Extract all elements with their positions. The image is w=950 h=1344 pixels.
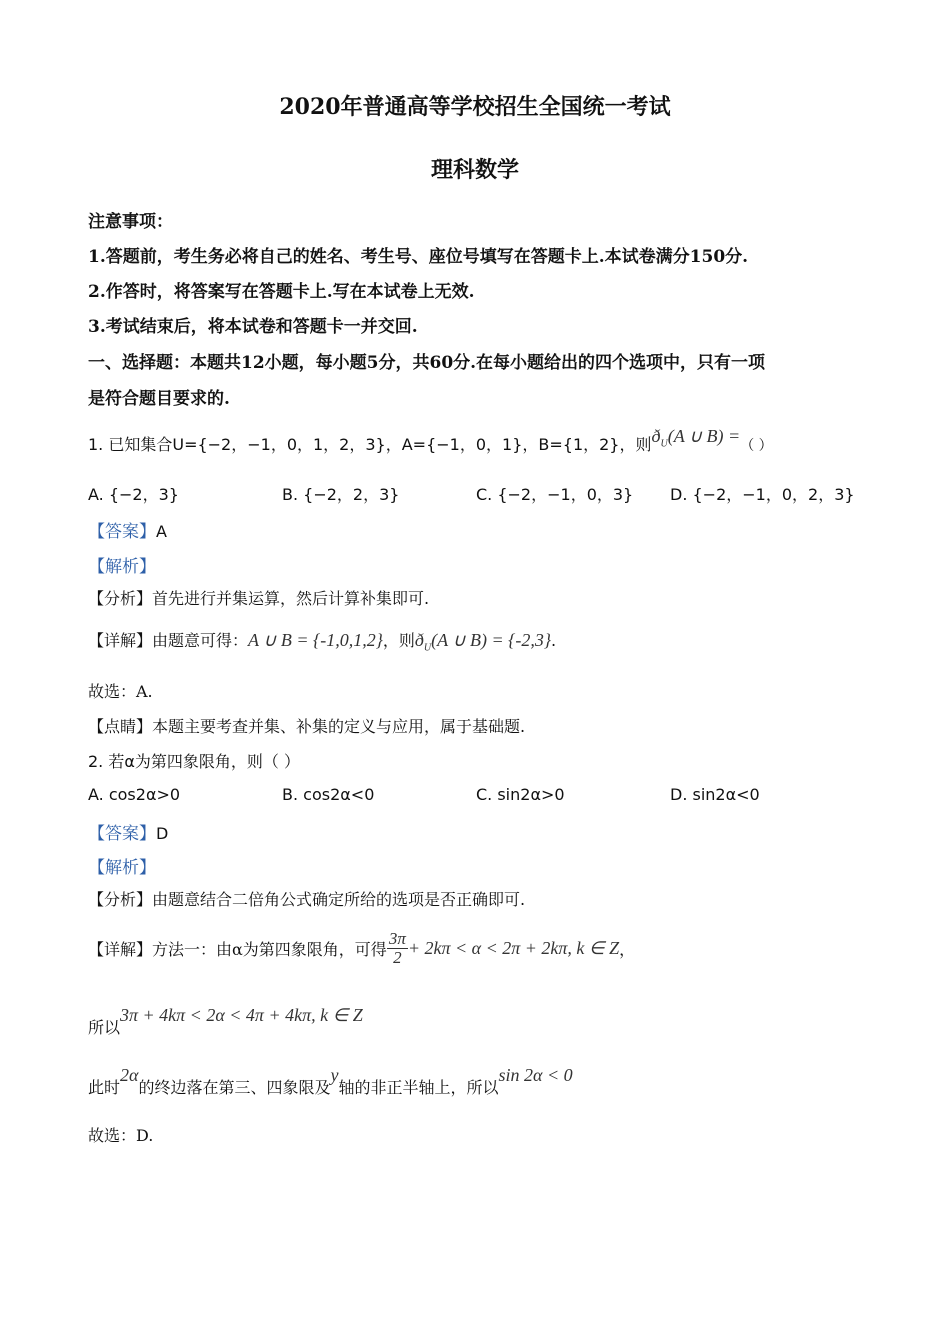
q1-detail-math2 [414,630,552,654]
q2-suoyi [88,1005,363,1037]
fraction-denominator: 2 [393,948,402,967]
q2-cishi [88,1063,573,1097]
complement-subscript: U [660,438,668,450]
answer-tag: 【答案】 [88,522,156,542]
complement-symbol: ð [651,426,661,446]
q1-detail-prefix: 【详解】由题意可得： [88,631,249,650]
q2-detail-prefix: 【详解】方法一：由α为第四象限角，可得 [88,940,387,959]
q2-option-d: D. sin2α<0 [670,785,760,804]
q1-option-c: C. {−2，−1，0，3} [476,485,634,504]
q2-detail [88,930,635,967]
q2-cishi-math: 2α [120,1065,139,1085]
answer-tag: 【答案】 [88,824,156,844]
complement-subscript: U [423,642,432,654]
q2-option-c: C. sin2α>0 [476,785,565,804]
q1-detail [88,628,556,654]
q1-analysis-tag: 【解析】 [88,557,156,577]
q1-stem-expression: (A ∪ B) = [667,426,741,446]
complement-symbol: ð [414,630,424,650]
q1-stem-math [651,426,741,450]
q1-detail-mid: ，则 [382,631,415,650]
q1-option-b: B. {−2，2，3} [282,485,400,504]
section-heading-line1: 一、选择题：本题共12小题，每小题5分，共60分.在每小题给出的四个选项中，只有一项 [88,353,766,373]
q2-detail-end: ， [619,940,636,959]
q2-cishi-y: y [330,1065,339,1085]
q1-stem [88,426,773,458]
q2-cishi-math2: sin 2α < 0 [498,1065,573,1085]
q2-cishi-mid2: 轴的非正半轴上，所以 [338,1078,499,1097]
q1-dianjing: 【点睛】本题主要考查并集、补集的定义与应用，属于基础题. [88,717,526,736]
q2-suoyi-text: 所以 [88,1018,121,1037]
q2-suoyi-math: 3π + 4kπ < 2α < 4π + 4kπ, k ∈ Z [120,1005,363,1025]
q2-answer [88,819,168,844]
q1-answer [88,517,167,542]
notice-item-2: 2.作答时，将答案写在答题卡上.写在本试卷上无效. [88,282,475,302]
q1-fenxi: 【分析】首先进行并集运算，然后计算补集即可. [88,589,430,608]
q2-detail-math: + 2kπ < α < 2π + 2kπ, k ∈ Z [407,938,620,958]
notice-item-3: 3.考试结束后，将本试卷和答题卡一并交回. [88,317,418,337]
q1-answer-value: A [156,522,167,541]
q1-option-a: A. {−2，3} [88,485,179,504]
q1-choose: 故选：A. [88,682,153,701]
q2-stem: 2. 若α为第四象限角，则（ ） [88,752,300,771]
fraction-3pi-over-2 [387,930,408,967]
notice-item-1: 1.答题前，考生务必将自己的姓名、考生号、座位号填写在答题卡上.本试卷满分150分. [88,247,749,267]
exam-subtitle: 理科数学 [430,157,519,183]
notice-heading: 注意事项： [88,212,173,232]
q2-cishi-text: 此时 [88,1078,121,1097]
q2-analysis-tag: 【解析】 [88,858,156,878]
q1-stem-paren: （ ） [740,438,773,454]
q1-option-d: D. {−2，−1，0，2，3} [670,485,855,504]
q2-answer-value: D [156,824,169,843]
q2-option-a: A. cos2α>0 [88,785,181,804]
q1-stem-text: 1. 已知集合U={−2，−1，0，1，2，3}，A={−1，0，1}，B={1，2}，则 [88,435,652,454]
q2-choose: 故选：D. [88,1126,154,1145]
q2-fenxi: 【分析】由题意结合二倍角公式确定所给的选项是否正确即可. [88,890,526,909]
section-heading-line2: 是符合题目要求的. [88,389,230,409]
q1-detail-end: . [551,631,557,650]
fraction-numerator: 3π [388,929,406,948]
q2-option-b: B. cos2α<0 [282,785,375,804]
q1-detail-math1: A ∪ B = {-1,0,1,2} [248,630,383,650]
q1-detail-expression: (A ∪ B) = {-2,3} [431,630,552,650]
q2-cishi-mid: 的终边落在第三、四象限及 [138,1078,331,1097]
exam-title: 2020年普通高等学校招生全国统一考试 [279,94,671,120]
